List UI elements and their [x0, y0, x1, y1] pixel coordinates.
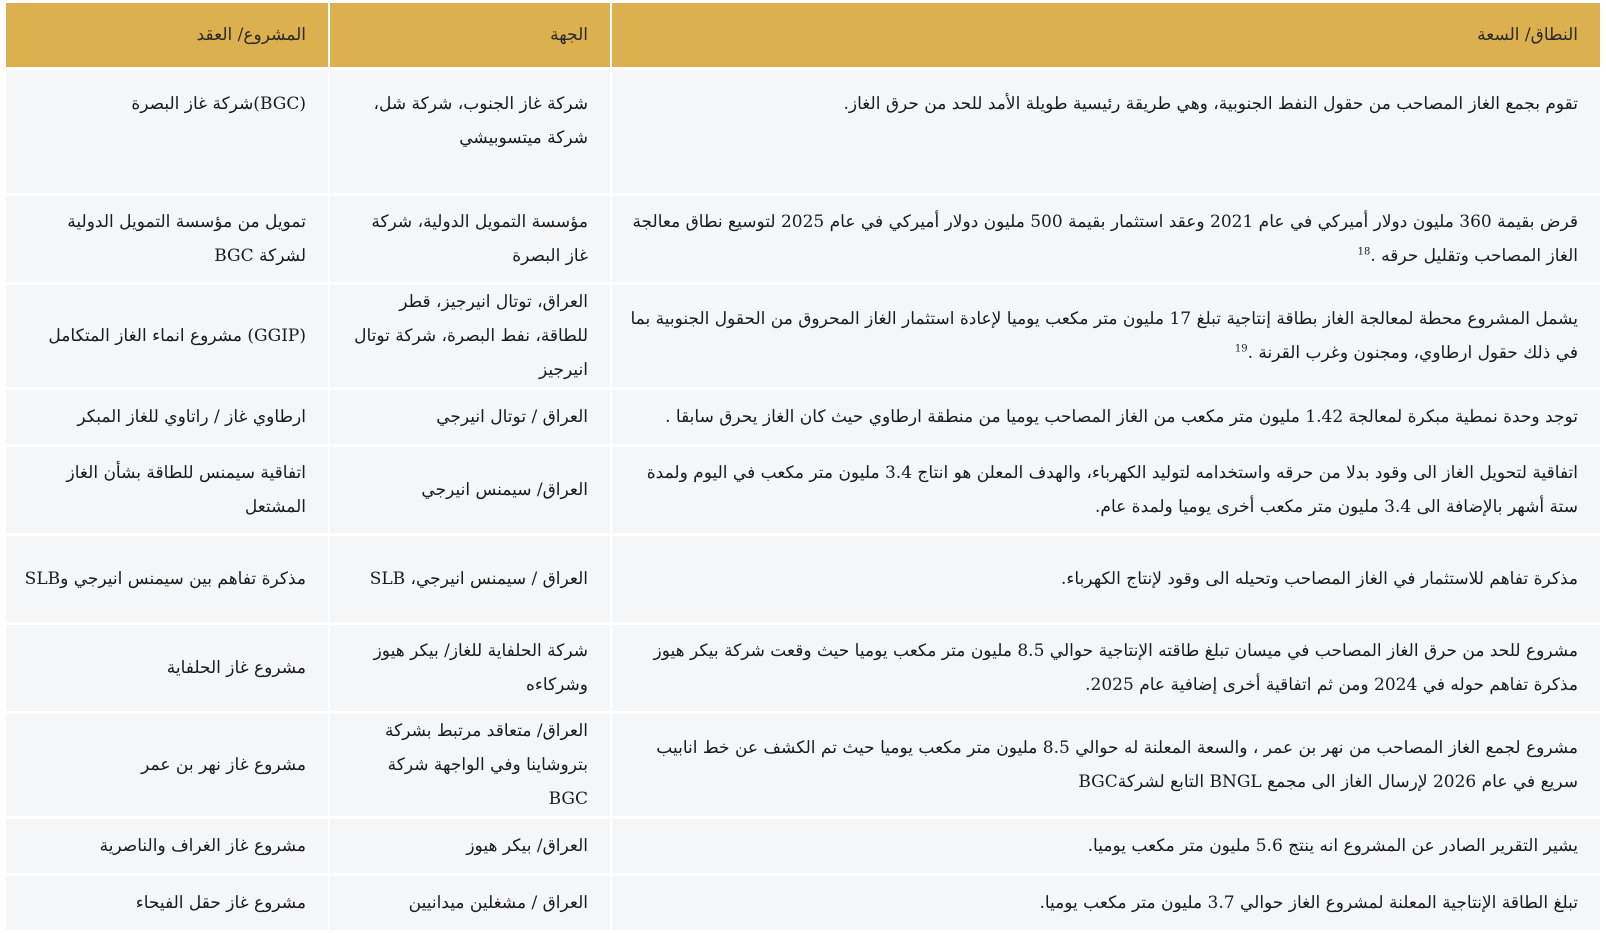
- project-text: تمويل من مؤسسة التمويل الدولية لشركة BGC: [67, 212, 306, 266]
- table-row: [6, 447, 1600, 533]
- cell-project: [6, 390, 328, 444]
- scope-text: يشمل المشروع محطة لمعالجة الغاز بطاقة إنتاجية تبلغ 17 مليون متر مكعب يوميا لإعادة استثمار الغاز المحروق من الحقول الجنوبية بما في ذلك حقول ارطاوي، ومجنون وغرب القرنة .: [630, 309, 1578, 363]
- entity-text: العراق، توتال انيرجيز، قطر للطاقة، نفط البصرة، شركة توتال انيرجيز: [354, 292, 588, 380]
- table-row: [6, 390, 1600, 444]
- cell-scope: [610, 536, 1600, 622]
- scope-text: توجد وحدة نمطية مبكرة لمعالجة 1.42 مليون متر مكعب من الغاز المصاحب يوميا من منطقة ارطاوي حيث كان الغاز يحرق سابقا .: [665, 407, 1578, 427]
- entity-text: العراق/ سيمنس انيرجي: [421, 480, 588, 500]
- cell-scope: [610, 625, 1600, 711]
- project-text: مشروع غاز نهر بن عمر: [141, 755, 306, 775]
- cell-project: [6, 70, 328, 193]
- cell-scope: [610, 447, 1600, 533]
- cell-project: [6, 625, 328, 711]
- table-row: [6, 714, 1600, 816]
- entity-text: مؤسسة التمويل الدولية، شركة غاز البصرة: [371, 212, 588, 266]
- cell-entity: [328, 819, 610, 873]
- scope-text: تبلغ الطاقة الإنتاجية المعلنة لمشروع الغاز حوالي 3.7 مليون متر مكعب يوميا.: [1039, 893, 1578, 913]
- entity-text: شركة غاز الجنوب، شركة شل، شركة ميتسوبيشي: [373, 94, 588, 148]
- scope-text: قرض بقيمة 360 مليون دولار أميركي في عام 2021 وعقد استثمار بقيمة 500 مليون دولار أميركي في عام 2025 لتوسيع نطاق معالجة الغاز المصاحب وتقليل حرقه .: [632, 212, 1578, 266]
- table-row: [6, 819, 1600, 873]
- table-row: [6, 196, 1600, 282]
- entity-text: العراق/ بيكر هيوز: [466, 836, 588, 856]
- cell-entity: [328, 625, 610, 711]
- scope-text: مذكرة تفاهم للاستثمار في الغاز المصاحب وتحيله الى وقود لإنتاج الكهرباء.: [1061, 569, 1578, 589]
- header-entity: الجهة: [328, 3, 610, 67]
- entity-text: العراق / سيمنس انيرجي، SLB: [369, 569, 588, 589]
- footnote-marker[interactable]: 18: [1357, 246, 1371, 258]
- cell-scope: [610, 70, 1600, 193]
- table-row: [6, 876, 1600, 930]
- cell-entity: [328, 714, 610, 816]
- cell-scope: [610, 714, 1600, 816]
- cell-scope: [610, 819, 1600, 873]
- scope-text: مشروع لجمع الغاز المصاحب من نهر بن عمر ، والسعة المعلنة له حوالي 8.5 مليون متر مكعب يوميا حيث تم الكشف عن خط انابيب سريع في عام 2026 لإرسال الغاز الى مجمع BNGL التابع لشركةBGC: [656, 738, 1578, 792]
- project-text: (GGIP) مشروع انماء الغاز المتكامل: [48, 326, 306, 346]
- table-row: [6, 625, 1600, 711]
- cell-project: [6, 536, 328, 622]
- entity-text: شركة الحلفاية للغاز/ بيكر هيوز وشركاءه: [373, 641, 588, 695]
- cell-project: [6, 714, 328, 816]
- cell-scope: [610, 285, 1600, 387]
- cell-scope: [610, 390, 1600, 444]
- project-text: مشروع غاز حقل الفيحاء: [135, 893, 306, 913]
- project-text: اتفاقية سيمنس للطاقة بشأن الغاز المشتعل: [66, 463, 306, 517]
- project-text: (BGC)شركة غاز البصرة: [131, 94, 306, 114]
- entity-text: العراق / توتال انيرجي: [436, 407, 588, 427]
- scope-text: اتفاقية لتحويل الغاز الى وقود بدلا من حرقه واستخدامه لتوليد الكهرباء، والهدف المعلن هو انتاج 3.4 مليون متر مكعب في اليوم ولمدة ستة أشهر بالإضافة الى 3.4 مليون متر مكعب أخرى يوميا ولمدة عام.: [646, 463, 1578, 517]
- project-text: مشروع غاز الغراف والناصرية: [99, 836, 306, 856]
- cell-scope: [610, 196, 1600, 282]
- header-scope: النطاق/ السعة: [610, 3, 1600, 67]
- cell-entity: [328, 285, 610, 387]
- scope-text: تقوم بجمع الغاز المصاحب من حقول النفط الجنوبية، وهي طريقة رئيسية طويلة الأمد للحد من حرق الغاز.: [843, 94, 1578, 114]
- cell-project: [6, 196, 328, 282]
- cell-entity: [328, 536, 610, 622]
- table-row: [6, 285, 1600, 387]
- gas-projects-table: [6, 0, 1600, 933]
- table-header-row: [6, 3, 1600, 67]
- cell-entity: [328, 196, 610, 282]
- cell-entity: [328, 876, 610, 930]
- cell-project: [6, 876, 328, 930]
- scope-text: يشير التقرير الصادر عن المشروع انه ينتج 5.6 مليون متر مكعب يوميا.: [1087, 836, 1578, 856]
- table-row: [6, 536, 1600, 622]
- cell-project: [6, 447, 328, 533]
- footnote-marker[interactable]: 19: [1234, 343, 1248, 355]
- project-text: ارطاوي غاز / راتاوي للغاز المبكر: [77, 407, 306, 427]
- cell-scope: [610, 876, 1600, 930]
- cell-entity: [328, 447, 610, 533]
- scope-text: مشروع للحد من حرق الغاز المصاحب في ميسان تبلغ طاقته الإنتاجية حوالي 8.5 مليون متر مكعب يوميا حيث وقعت شركة بيكر هيوز مذكرة تفاهم حوله في 2024 ومن ثم اتفاقية أخرى إضافية عام 2025.: [653, 641, 1578, 695]
- project-text: مشروع غاز الحلفاية: [166, 658, 306, 678]
- header-project: المشروع/ العقد: [6, 3, 328, 67]
- cell-entity: [328, 390, 610, 444]
- entity-text: العراق / مشغلين ميدانيين: [408, 893, 588, 913]
- cell-project: [6, 285, 328, 387]
- projects-table-container: [6, 0, 1600, 933]
- cell-entity: [328, 70, 610, 193]
- table-row: [6, 70, 1600, 193]
- entity-text: العراق/ متعاقد مرتبط بشركة بتروشاينا وفي الواجهة شركة BGC: [385, 721, 588, 809]
- cell-project: [6, 819, 328, 873]
- project-text: مذكرة تفاهم بين سيمنس انيرجي وSLB: [24, 569, 306, 589]
